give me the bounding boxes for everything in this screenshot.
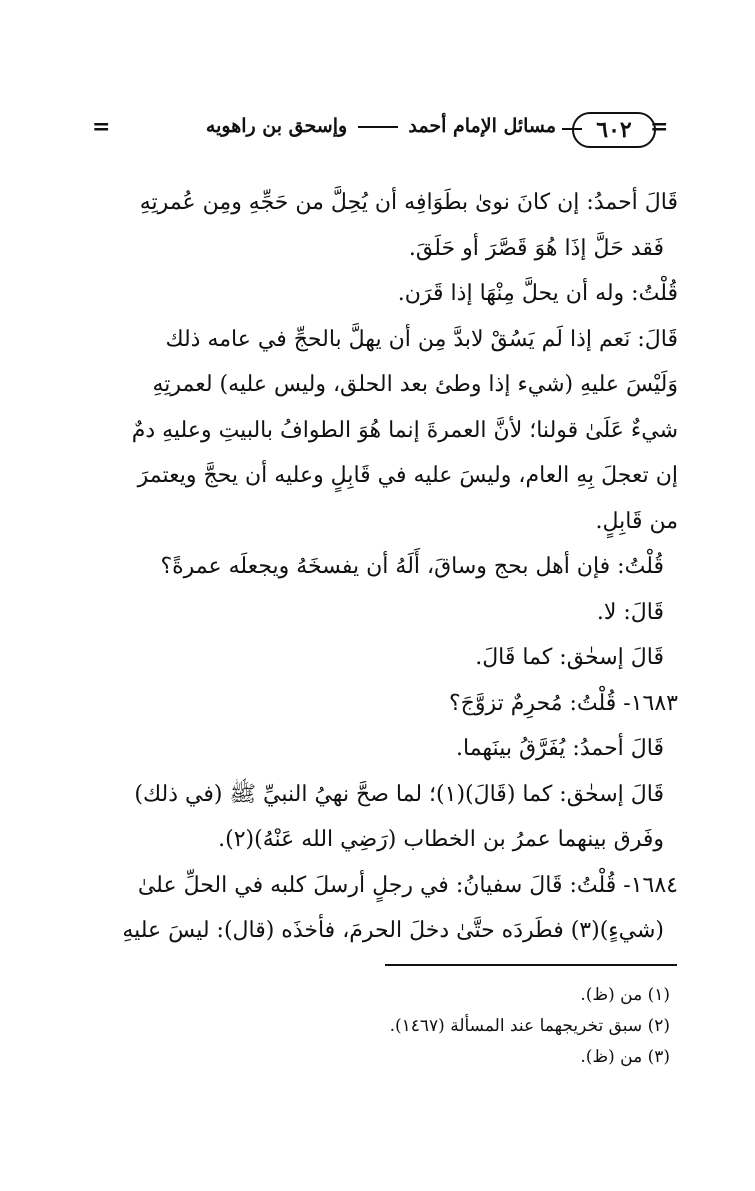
text-line: (شيءٍ)(٣) فطَردَه حتَّىٰ دخلَ الحرمَ، فأخذَه (قال): ليسَ عليهِ — [122, 918, 664, 943]
text-line: قُلْتُ: وله أن يحلَّ مِنْهَا إذا قَرَن. — [397, 281, 678, 306]
footnote: (٣) من (ظ). — [580, 1047, 670, 1067]
text-line: وَلَيْسَ عليهِ (شيء إذا وطئ بعد الحلق، وليس عليه) لعمرتِهِ — [152, 372, 678, 397]
issue-line: ١٦٨٣- قُلْتُ: مُحرِمٌ تزوَّجَ؟ — [448, 690, 678, 716]
issue-line: ١٦٨٤- قُلْتُ: قَالَ سفيانُ: في رجلٍ أرسلَ كلبه في الحلِّ علىٰ — [137, 872, 678, 898]
text-line: قَالَ: لا. — [596, 599, 664, 625]
text-line: إن تعجلَ بِهِ العام، وليسَ عليه في قَابِلٍ وعليه أن يحجَّ ويعتمرَ — [137, 463, 678, 488]
footnote: (٢) سبق تخريجهما عند المسألة (١٤٦٧). — [389, 1016, 670, 1036]
footnotes — [98, 980, 670, 1073]
text-line: قُلْتُ: فإن أهل بحج وساقَ، أَلَهُ أن يفسخَهُ ويجعلَه عمرةً؟ — [160, 554, 664, 579]
page-number-badge — [572, 112, 656, 148]
text-line: قَالَ: نَعم إذا لَم يَسُقْ لابدَّ مِن أن يهلَّ بالحجِّ في عامه ذلك — [165, 326, 678, 352]
header-title-separator — [358, 126, 398, 128]
header-title-part1: مسائل الإمام أحمد — [408, 115, 557, 137]
text-line: قَالَ إسحٰق: كما (قَالَ)(١)؛ لما صحَّ نهيُ النبيِّ ﷺ (في ذلك) — [134, 781, 664, 807]
footnote: (١) من (ظ). — [580, 985, 670, 1005]
header-ornament-right: = — [650, 114, 669, 140]
text-line: قَالَ أحمدُ: إن كانَ نوىٰ بطَوَافِه أن يُحِلَّ من حَجِّهِ ومِن عُمرتِهِ — [139, 190, 678, 215]
text-line: قَالَ أحمدُ: يُفَرَّقُ بينَهما. — [456, 736, 664, 761]
page-number: ٦٠٢ — [596, 117, 632, 143]
text-line: وفَرق بينهما عمرُ بن الخطاب (رَضِي الله عَنْهُ)(٢). — [218, 827, 664, 852]
text-line: فَقد حَلَّ إذَا هُوَ قَصَّرَ أو حَلَقَ. — [408, 235, 664, 261]
header-title-part2: وإسحق بن راهويه — [205, 115, 348, 137]
text-line: شيءٌ عَلَىٰ قولنا؛ لأنَّ العمرةَ إنما هُوَ الطوافُ بالبيتِ وعليهِ دمٌ — [131, 417, 678, 443]
text-line: من قَابِلٍ. — [595, 508, 678, 534]
header-title — [196, 115, 566, 137]
text-line: قَالَ إسحٰق: كما قَالَ. — [475, 645, 664, 670]
running-header — [92, 112, 672, 152]
header-ornament-left: = — [92, 114, 111, 140]
main-text — [98, 180, 678, 954]
footnote-separator — [385, 964, 677, 966]
